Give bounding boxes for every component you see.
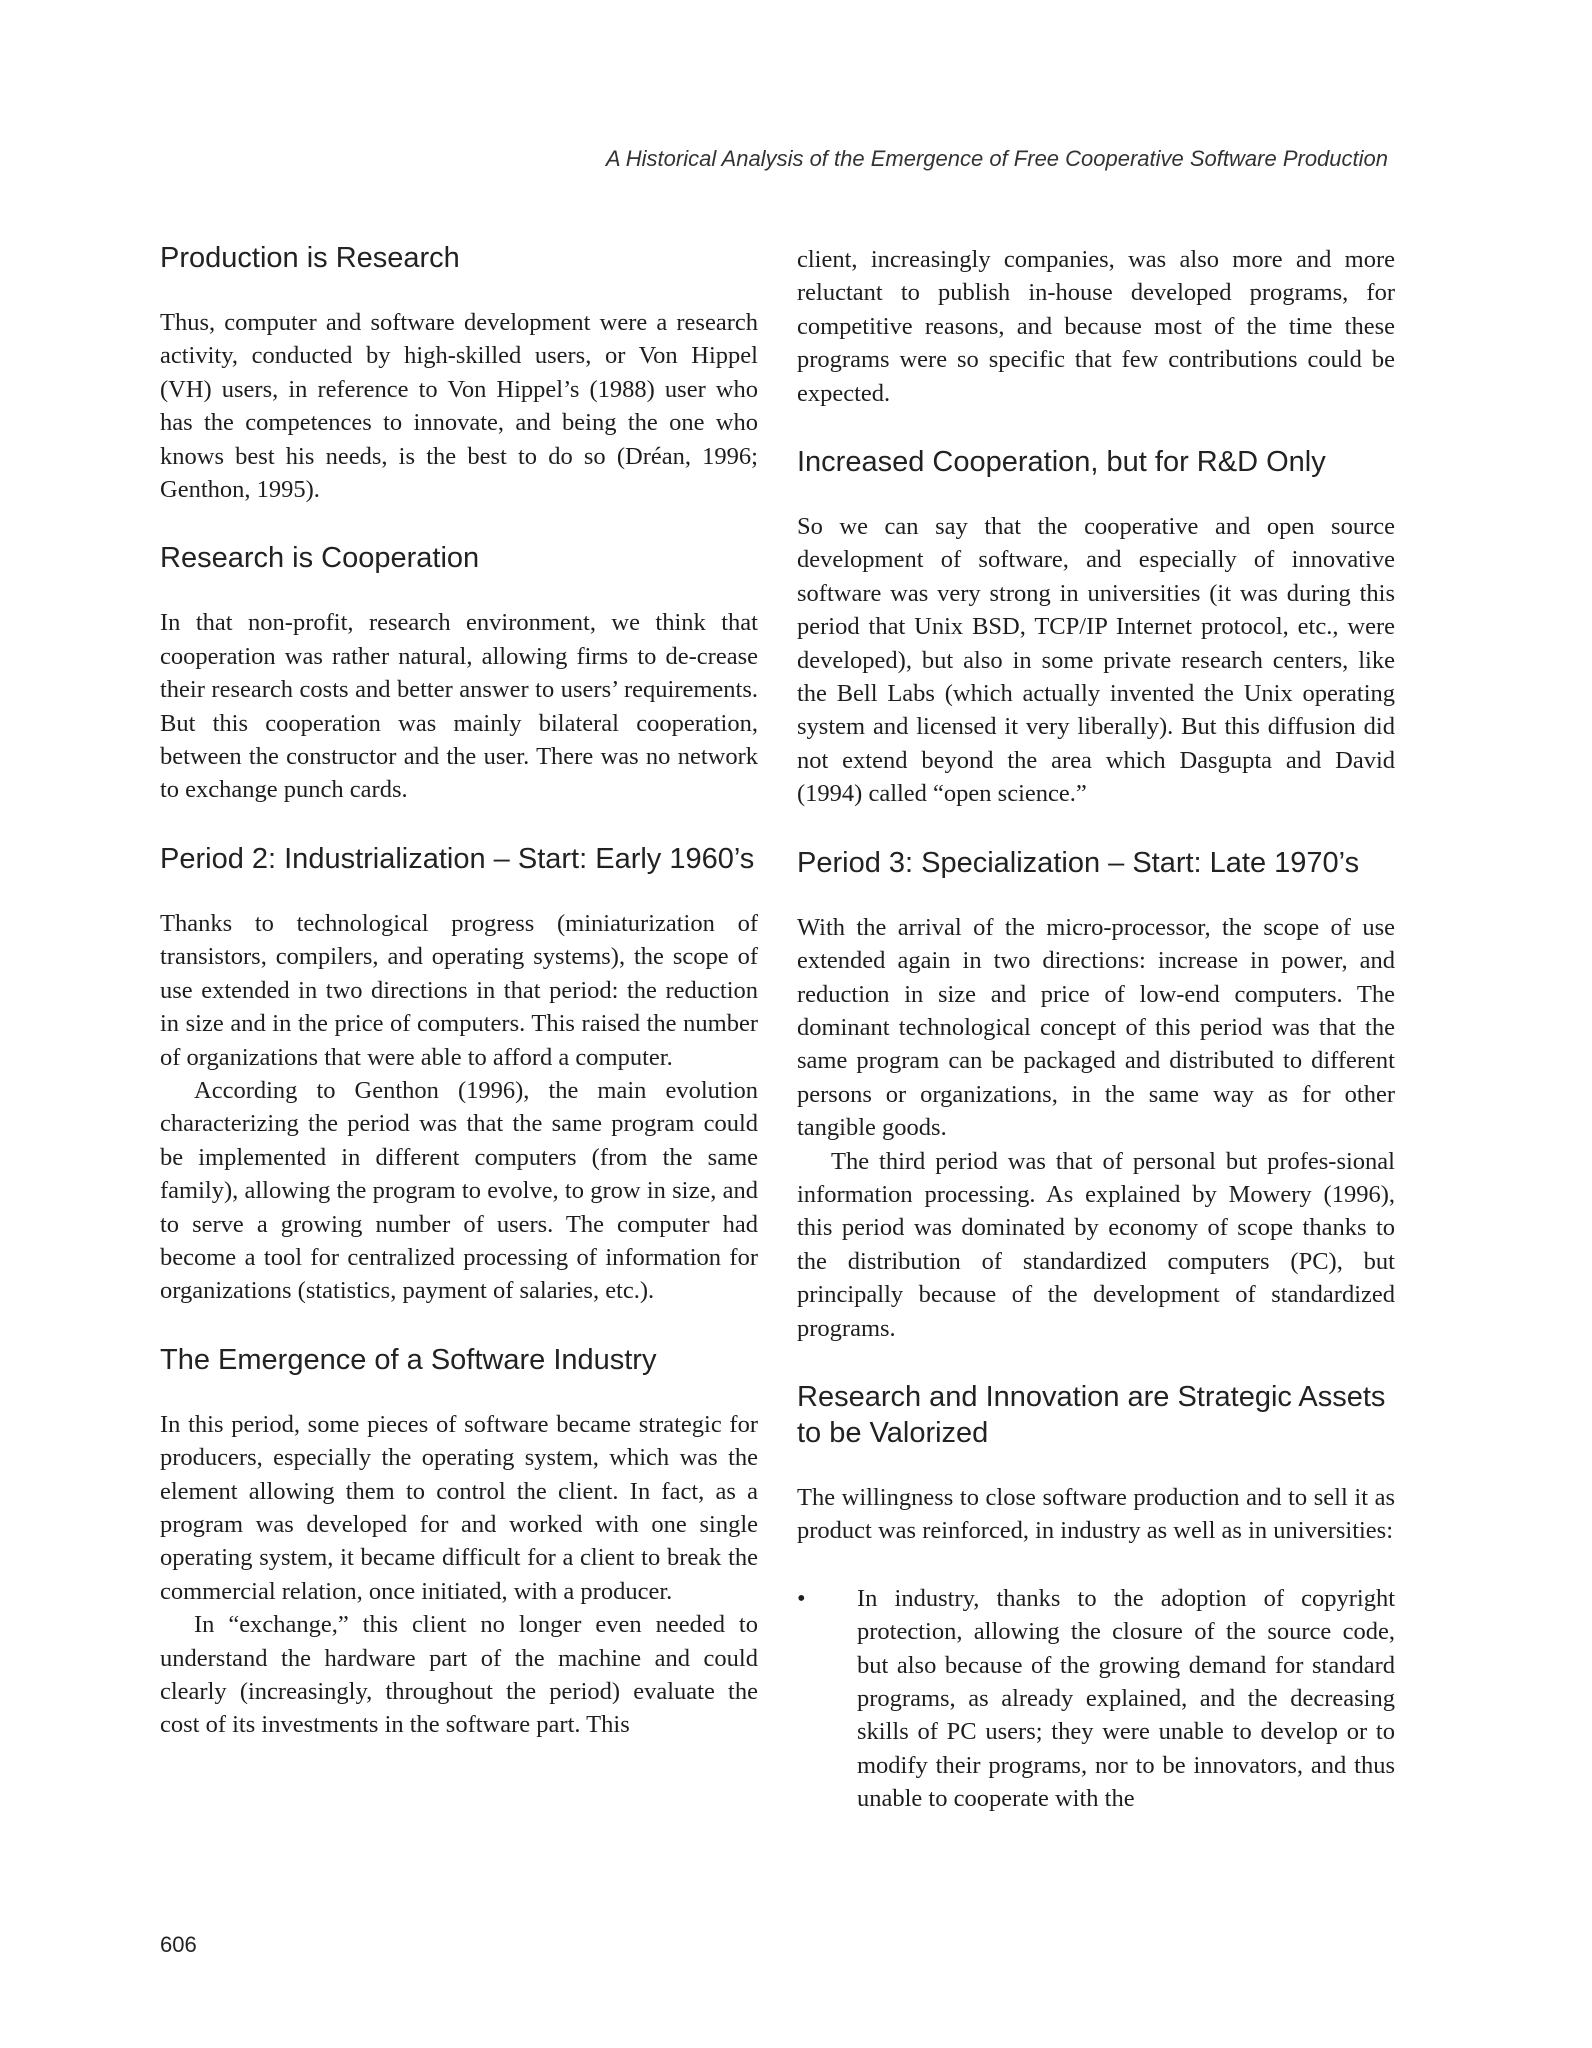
- paragraph: In that non-profit, research environment, we think that cooperation was rather natural, allowing firms to de-crease their research costs and better answer to users’ requirements. But this cooperation was mainly bilateral cooperation, between the constructor and the user. There was no network to exchange punch cards.: [160, 609, 758, 804]
- section-heading: Production is Research: [160, 242, 460, 274]
- section-research-innovation-strategic: [797, 1379, 1395, 1816]
- section-production-is-research: [160, 240, 758, 506]
- paragraph: In this period, some pieces of software became strategic for producers, especially the operating system, which was the element allowing them to control the client. In fact, as a program was developed for and worked with one single operating system, it became difficult for a client to break the commercial relation, once initiated, with a producer.: [160, 1410, 758, 1605]
- section-emergence-software-industry: [160, 1342, 758, 1742]
- paragraph: So we can say that the cooperative and open source development of software, and especially of innovative software was very strong in universities (it was during this period that Unix BSD, TCP/IP Internet protocol, etc., were developed), but also in some private research centers, like the Bell Labs (which actually invented the Unix operating system and licensed it very liberally). But this diffusion did not extend beyond the area which Dasgupta and David (1994) called “open science.”: [797, 513, 1395, 808]
- section-heading: Period 2: Industrialization – Start: Early 1960’s: [160, 842, 755, 875]
- paragraph: client, increasingly companies, was also more and more reluctant to publish in-house developed programs, for competitive reasons, and because most of the time these programs were so specific that few contributions could be expected.: [797, 246, 1395, 407]
- list-item-text: In industry, thanks to the adoption of copyright protection, allowing the closure of the source code, but also because of the growing demand for standard programs, as already explained, and the decreasing skills of PC users; they were unable to develop or to modify their programs, nor to be innovators, and thus unable to cooperate with the: [857, 1584, 1395, 1813]
- paragraph: The willingness to close software production and to sell it as product was reinforced, in industry as well as in universities:: [797, 1483, 1395, 1545]
- section-heading: Research is Cooperation: [160, 542, 480, 575]
- section-period-2: [160, 841, 758, 1308]
- section-heading: Research and Innovation are Strategic Assets to be Valorized: [797, 1380, 1386, 1449]
- right-column: [797, 243, 1395, 1850]
- section-heading: The Emergence of a Software Industry: [160, 1343, 657, 1376]
- bullet-list: [797, 1582, 1395, 1816]
- paragraph: Thanks to technological progress (miniaturization of transistors, compilers, and operating systems), the scope of use extended in two directions in that period: the reduction in size and in the price of computers. This raised the number of organizations that were able to afford a computer.: [160, 909, 758, 1071]
- section-continuation: [797, 243, 1395, 410]
- paragraph: In “exchange,” this client no longer even needed to understand the hardware part of the machine and could clearly (increasingly, throughout the period) evaluate the cost of its investments in the software part. This: [160, 1611, 758, 1739]
- paragraph: The third period was that of personal but profes-sional information processing. As explained by Mowery (1996), this period was dominated by economy of scope thanks to the distribution of standardized computers (PC), but principally because of the development of standardized programs.: [797, 1147, 1395, 1342]
- left-column: [160, 240, 758, 1776]
- paragraph: With the arrival of the micro-processor, the scope of use extended again in two directions: increase in power, and reduction in size and price of low-end computers. The dominant technological concept of this period was that the same program can be packaged and distributed to different persons or organizations, in the same way as for other tangible goods.: [797, 913, 1395, 1142]
- section-increased-cooperation: [797, 444, 1395, 811]
- section-period-3: [797, 845, 1395, 1345]
- bullet-mark: •: [797, 1584, 806, 1612]
- section-heading: Increased Cooperation, but for R&D Only: [797, 446, 1326, 479]
- paragraph: Thus, computer and software development were a research activity, conducted by high-skilled users, or Von Hippel (VH) users, in reference to Von Hippel’s (1988) user who has the competences to innovate, and being the one who knows best his needs, is the best to do so (Dréan, 1996; Genthon, 1995).: [160, 309, 758, 504]
- running-head: A Historical Analysis of the Emergence of Free Cooperative Software Production: [605, 146, 1388, 171]
- list-item: [797, 1582, 1395, 1816]
- paragraph: According to Genthon (1996), the main evolution characterizing the period was that the same program could be implemented in different computers (from the same family), allowing the program to evolve, to grow in size, and to serve a growing number of users. The computer had become a tool for centralized processing of information for organizations (statistics, payment of salaries, etc.).: [160, 1076, 758, 1305]
- section-heading: Period 3: Specialization – Start: Late 1970’s: [797, 846, 1360, 879]
- page-number: 606: [160, 1932, 197, 1957]
- section-research-is-cooperation: [160, 540, 758, 806]
